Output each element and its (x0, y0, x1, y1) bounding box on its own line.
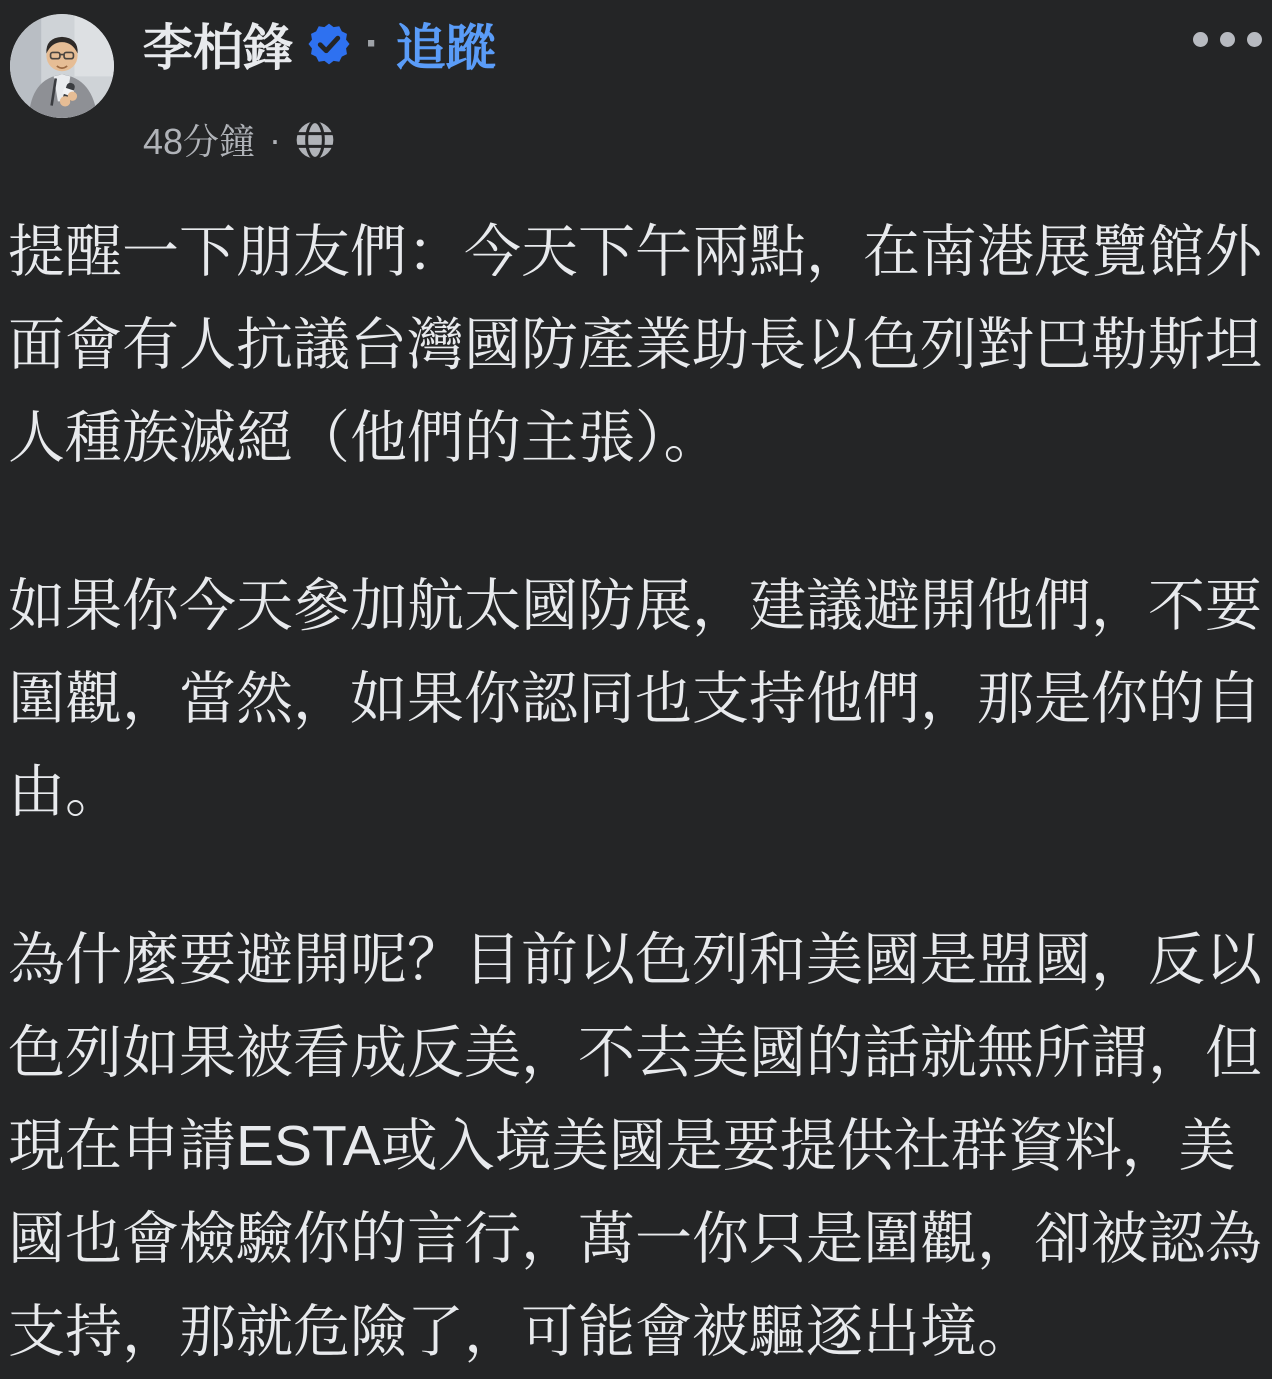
follow-link[interactable]: 追蹤 (395, 20, 496, 76)
post-paragraph: 提醒一下朋友們：今天下午兩點，在南港展覽館外面會有人抗議台灣國防產業助長以色列對巴勒斯坦人種族滅絕（他們的主張）。 (8, 220, 1262, 470)
header-info (143, 16, 496, 165)
name-separator: · (365, 19, 380, 68)
more-dot (1193, 32, 1208, 47)
verified-badge-icon (307, 22, 351, 66)
post-header (0, 0, 1272, 160)
post-paragraph: 如果你今天參加航太國防展，建議避開他們，不要圍觀，當然，如果你認同也支持他們，那是你的自由。 (8, 574, 1262, 824)
more-options-button[interactable] (1191, 28, 1264, 51)
author-name[interactable]: 李柏鋒 (143, 20, 293, 76)
meta-row (143, 114, 496, 165)
globe-public-icon (295, 120, 335, 160)
more-dot (1247, 32, 1262, 47)
post-paragraph: 為什麼要避開呢？目前以色列和美國是盟國，反以色列如果被看成反美，不去美國的話就無所謂，但現在申請ESTA或入境美國是要提供社群資料，美國也會檢驗你的言行，萬一你只是圍觀，卻被認為支持，那就危險了，可能會被驅逐出境。 (8, 928, 1262, 1364)
timestamp[interactable]: 48分鐘 (143, 121, 256, 162)
post-body (0, 206, 1272, 1379)
more-dot (1220, 32, 1235, 47)
avatar[interactable] (10, 14, 114, 118)
meta-separator: · (269, 118, 282, 160)
avatar-photo (10, 14, 114, 118)
name-row (143, 16, 496, 76)
